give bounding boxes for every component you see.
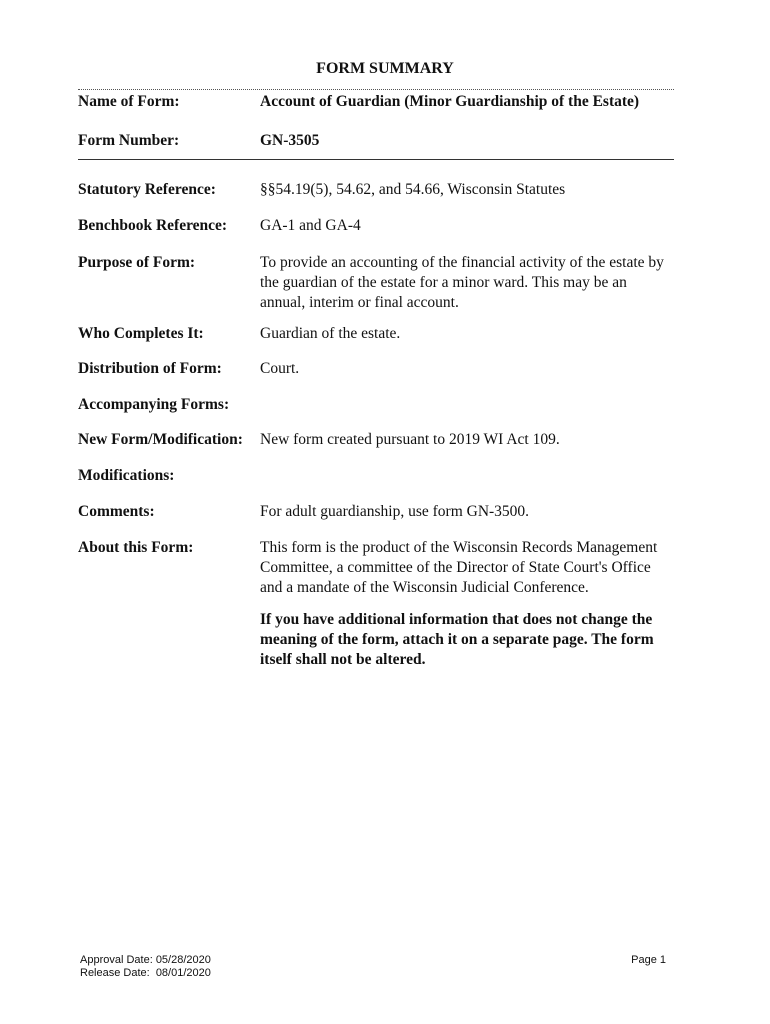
notice-text: If you have additional information that does not change the meaning of the form, attach it on a separate page. The form itself shall not be altered. — [260, 611, 654, 668]
benchbook-reference-label: Benchbook Reference: — [78, 217, 228, 234]
benchbook-reference-value: GA-1 and GA-4 — [260, 217, 361, 234]
comments-value: For adult guardianship, use form GN-3500. — [260, 503, 530, 520]
distribution-of-form-value: Court. — [260, 360, 300, 377]
who-completes-it-label: Who Completes It: — [78, 325, 204, 342]
release-date: Release Date: 08/01/2020 — [80, 967, 211, 979]
about-this-form-value: This form is the product of the Wisconsin Records Management Committee, a committee of the Director of State Court's Office and a mandate of the Wisconsin Judicial Conference. — [260, 539, 658, 596]
section-divider — [78, 159, 674, 160]
new-form-modification-label: New Form/Modification: — [78, 431, 243, 448]
purpose-of-form-value: To provide an accounting of the financial activity of the estate by the guardian of the estate for a minor ward. This may be an annual, interim or final account. — [260, 254, 664, 311]
page-title: FORM SUMMARY — [316, 60, 454, 77]
about-this-form-label: About this Form: — [78, 539, 194, 556]
statutory-reference-value: §§54.19(5), 54.62, and 54.66, Wisconsin Statutes — [260, 181, 566, 198]
who-completes-it-value: Guardian of the estate. — [260, 325, 401, 342]
approval-date: Approval Date: 05/28/2020 — [80, 954, 211, 966]
comments-label: Comments: — [78, 503, 155, 520]
form-number-value: GN-3505 — [260, 132, 320, 149]
new-form-modification-value: New form created pursuant to 2019 WI Act 109. — [260, 431, 560, 448]
modifications-label: Modifications: — [78, 467, 175, 484]
form-number-label: Form Number: — [78, 132, 180, 149]
name-of-form-value: Account of Guardian (Minor Guardianship of the Estate) — [260, 93, 640, 110]
page-number: Page 1 — [631, 954, 666, 966]
top-divider — [78, 89, 674, 90]
purpose-of-form-label: Purpose of Form: — [78, 254, 196, 271]
accompanying-forms-label: Accompanying Forms: — [78, 396, 230, 413]
distribution-of-form-label: Distribution of Form: — [78, 360, 222, 377]
footer-dates — [80, 954, 211, 980]
statutory-reference-label: Statutory Reference: — [78, 181, 216, 198]
name-of-form-label: Name of Form: — [78, 93, 180, 110]
